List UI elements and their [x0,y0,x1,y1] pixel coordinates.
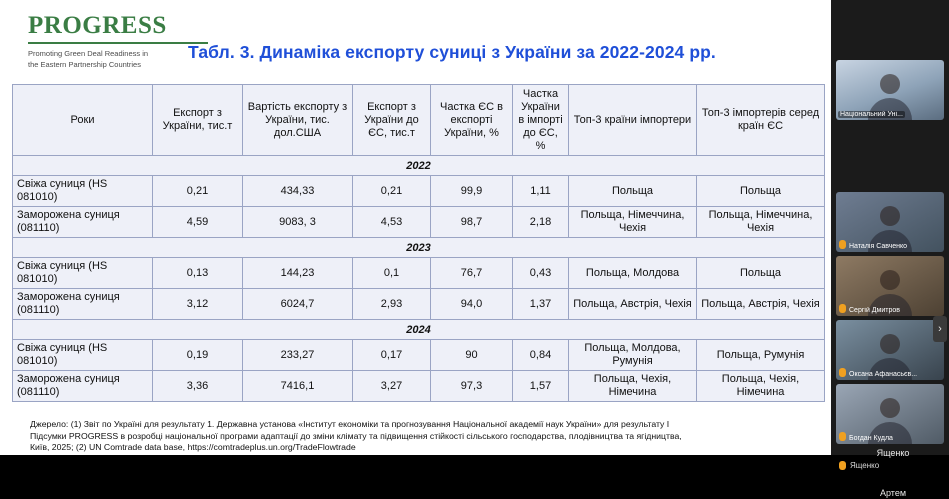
cell-export-t: 0,21 [153,176,243,207]
cell-top3-eu: Польща, Чехія, Німечина [697,371,825,402]
cell-share-eu: 99,9 [431,176,513,207]
cell-top3: Польща, Німеччина, Чехія [569,207,697,238]
col-header-years: Роки [13,85,153,156]
cell-value-usd: 434,33 [243,176,353,207]
progress-logo [28,12,208,70]
participant-tile[interactable] [836,192,944,252]
microphone-icon [839,368,846,377]
cell-share-ua-in-eu: 2,18 [513,207,569,238]
cell-export-t: 3,36 [153,371,243,402]
col-header-top3-eu-importers: Топ-3 імпортерів серед країн ЄС [697,85,825,156]
row-label: Свіжа суниця (HS 081010) [13,340,153,371]
cell-top3: Польща, Чехія, Німечина [569,371,697,402]
cell-value-usd: 7416,1 [243,371,353,402]
logo-subtitle-line1: Promoting Green Deal Readiness in [28,49,149,58]
cell-share-eu: 94,0 [431,289,513,320]
participant-audio-row[interactable] [831,459,949,472]
logo-subtitle [28,48,208,70]
cell-top3: Польща, Молдова [569,258,697,289]
participant-label[interactable]: Артем [879,488,907,498]
participant-name: Наталія Савченко [849,243,908,250]
cell-top3: Польща, Австрія, Чехія [569,289,697,320]
microphone-icon [839,461,846,470]
person-silhouette-icon [880,74,900,94]
cell-export-eu-t: 0,1 [353,258,431,289]
cell-share-eu: 76,7 [431,258,513,289]
row-label: Заморожена суниця (081110) [13,207,153,238]
cell-export-t: 4,59 [153,207,243,238]
year-label: 2024 [13,320,825,340]
participant-tile[interactable] [836,320,944,380]
footnote-line-2: Підсумки PROGRESS в розробці національної програми адаптації до зміни клімату та підвищення стійкості сільського господарства, плодівництва та ягідництва, [30,430,682,441]
table-row [13,176,825,207]
row-label: Заморожена суниця (081110) [13,289,153,320]
col-header-share-ua-in-eu: Частка України в імпорті до ЄС, % [513,85,569,156]
participant-name: Сергій Дмитров [849,307,900,314]
microphone-icon [839,432,846,441]
cell-export-eu-t: 0,17 [353,340,431,371]
export-dynamics-table [12,84,825,402]
cell-value-usd: 9083, 3 [243,207,353,238]
cell-top3-eu: Польща, Румунія [697,340,825,371]
col-header-export-eu-t: Експорт з України до ЄС, тис.т [353,85,431,156]
cell-export-t: 0,19 [153,340,243,371]
video-participants-panel [831,0,949,498]
logo-divider [28,42,208,44]
microphone-icon [839,304,846,313]
table-year-row [13,320,825,340]
person-silhouette-icon [880,270,900,290]
participant-name: Оксана Афанасьєв... [849,371,918,378]
table-row [13,371,825,402]
cell-share-ua-in-eu: 1,11 [513,176,569,207]
cell-export-eu-t: 2,93 [353,289,431,320]
chevron-right-icon[interactable]: › [933,316,947,342]
cell-value-usd: 6024,7 [243,289,353,320]
source-footnote [30,419,820,454]
table-row [13,340,825,371]
cell-export-t: 0,13 [153,258,243,289]
cell-share-ua-in-eu: 1,37 [513,289,569,320]
cell-top3-eu: Польща [697,176,825,207]
person-silhouette-icon [880,398,900,418]
cell-share-eu: 97,3 [431,371,513,402]
col-header-value-usd: Вартість експорту з України, тис. дол.США [243,85,353,156]
participant-tile[interactable] [836,60,944,120]
row-label: Заморожена суниця (081110) [13,371,153,402]
cell-share-eu: 90 [431,340,513,371]
col-header-export-t: Експорт з України, тис.т [153,85,243,156]
participant-name: Богдан Кудла [849,435,893,442]
table-year-row [13,238,825,258]
table-row [13,289,825,320]
person-silhouette-icon [880,334,900,354]
participant-name: Ященко [850,461,880,470]
table-year-row [13,156,825,176]
cell-export-t: 3,12 [153,289,243,320]
cell-share-ua-in-eu: 0,43 [513,258,569,289]
logo-title: PROGRESS [28,12,167,39]
participant-label[interactable]: Ященко [876,448,910,458]
cell-top3: Польща, Молдова, Румунія [569,340,697,371]
cell-top3-eu: Польща, Австрія, Чехія [697,289,825,320]
logo-subtitle-line2: the Eastern Partnership Countries [28,60,141,69]
participant-tile[interactable] [836,384,944,444]
col-header-share-eu: Частка ЄС в експорті України, % [431,85,513,156]
cell-export-eu-t: 4,53 [353,207,431,238]
cell-export-eu-t: 3,27 [353,371,431,402]
table-row [13,207,825,238]
table-header-row [13,85,825,156]
cell-share-eu: 98,7 [431,207,513,238]
row-label: Свіжа суниця (HS 081010) [13,176,153,207]
table-row [13,258,825,289]
row-label: Свіжа суниця (HS 081010) [13,258,153,289]
col-header-top3-importers: Топ-3 країни імпортери [569,85,697,156]
microphone-icon [839,240,846,249]
cell-value-usd: 233,27 [243,340,353,371]
participant-tile[interactable] [836,256,944,316]
cell-share-ua-in-eu: 0,84 [513,340,569,371]
cell-export-eu-t: 0,21 [353,176,431,207]
person-silhouette-icon [880,206,900,226]
cell-share-ua-in-eu: 1,57 [513,371,569,402]
cell-top3-eu: Польща, Німеччина, Чехія [697,207,825,238]
slide-title: Табл. 3. Динаміка експорту суниці з України за 2022-2024 рр. [188,42,716,62]
footnote-line-3: Київ, 2025; (2) UN Comtrade data base, https://comtradeplus.un.org/TradeFlowtrade [30,442,356,453]
year-label: 2023 [13,238,825,258]
cell-value-usd: 144,23 [243,258,353,289]
footnote-line-1: Джерело: (1) Звіт по Україні для результату 1. Державна установа «Інститут економіки та прогнозування Національної академії наук України» для результату І [30,419,670,429]
cell-top3-eu: Польща [697,258,825,289]
year-label: 2022 [13,156,825,176]
cell-top3: Польща [569,176,697,207]
participant-name: Національний Уні... [840,111,903,118]
data-table-wrapper [12,84,824,402]
